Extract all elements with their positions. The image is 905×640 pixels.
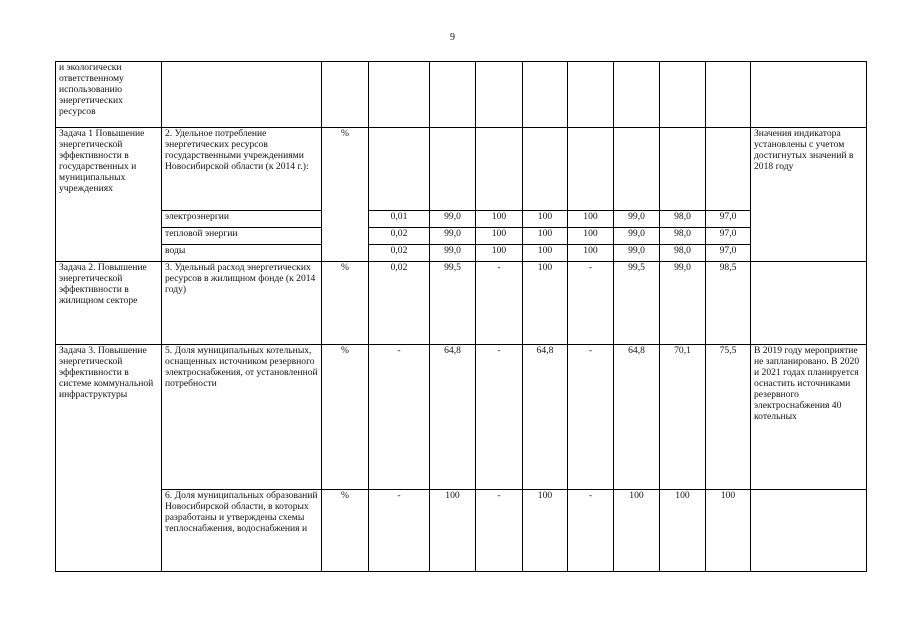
- indicators-table: [55, 61, 867, 572]
- table-row: [56, 128, 867, 211]
- value-cell: -: [476, 490, 523, 572]
- sub-label: электроэнергии: [162, 211, 322, 228]
- indicator-cell: 6. Доля муниципальных образований Новосибирской области, в которых разработаны и утверждены схемы теплоснабжения, водоснабжения и: [162, 490, 322, 572]
- indicator-cell: 3. Удельный расход энергетических ресурсов в жилищном фонде (к 2014 году): [162, 262, 322, 345]
- value-cell: -: [369, 490, 430, 572]
- value-cell: 97,0: [706, 228, 751, 245]
- value-cell: 100: [476, 228, 523, 245]
- value-cell: 100: [660, 490, 706, 572]
- value-cell: -: [568, 490, 614, 572]
- value-cell: 0,02: [369, 262, 430, 345]
- value-cell: 99,0: [614, 245, 660, 262]
- value-cell: 100: [476, 245, 523, 262]
- sub-label: воды: [162, 245, 322, 262]
- value-cell: 99,0: [660, 262, 706, 345]
- value-cell: 99,5: [430, 262, 476, 345]
- value-cell: 100: [523, 211, 568, 228]
- unit-cell: %: [322, 128, 369, 262]
- value-cell: 99,0: [614, 211, 660, 228]
- value-cell: 0,02: [369, 245, 430, 262]
- indicator-cell: [162, 62, 322, 128]
- value-cell: 100: [568, 228, 614, 245]
- note-cell: В 2019 году мероприятие не запланировано. В 2020 и 2021 годах планируется оснастить источниками резервного электроснабжения 40 котельных: [751, 345, 867, 490]
- page-number: 9: [450, 32, 455, 43]
- value-cell: 97,0: [706, 211, 751, 228]
- value-cell: 100: [568, 211, 614, 228]
- value-cell: 70,1: [660, 345, 706, 490]
- table-row: [56, 262, 867, 345]
- table-row: [56, 211, 867, 228]
- table-row: [56, 490, 867, 572]
- value-cell: 97,0: [706, 245, 751, 262]
- value-cell: -: [476, 262, 523, 345]
- table-row: [56, 345, 867, 490]
- value-cell: 100: [706, 490, 751, 572]
- value-cell: 98,0: [660, 245, 706, 262]
- value-cell: -: [476, 345, 523, 490]
- unit-cell: %: [322, 345, 369, 490]
- value-cell: 98,5: [706, 262, 751, 345]
- value-cell: 0,02: [369, 228, 430, 245]
- unit-cell: %: [322, 262, 369, 345]
- value-cell: 0,01: [369, 211, 430, 228]
- value-cell: 99,5: [614, 262, 660, 345]
- value-cell: 64,8: [614, 345, 660, 490]
- note-cell: [751, 262, 867, 345]
- value-cell: 100: [523, 262, 568, 345]
- task-cell: и экологически ответственному использованию энергетических ресурсов: [56, 62, 162, 128]
- value-cell: -: [568, 262, 614, 345]
- indicator-cell: 2. Удельное потребление энергетических ресурсов государственными учреждениями Новосибирской области (к 2014 г.):: [162, 128, 322, 211]
- unit-cell: %: [322, 490, 369, 572]
- value-cell: 99,0: [614, 228, 660, 245]
- note-cell: [751, 490, 867, 572]
- value-cell: 100: [523, 490, 568, 572]
- note-cell: Значения индикатора установлены с учетом достигнутых значений в 2018 году: [751, 128, 867, 262]
- value-cell: 100: [568, 245, 614, 262]
- value-cell: 100: [523, 245, 568, 262]
- task-cell: Задача 2. Повышение энергетической эффективности в жилищном секторе: [56, 262, 162, 345]
- value-cell: 99,0: [430, 245, 476, 262]
- value-cell: 64,8: [523, 345, 568, 490]
- value-cell: -: [568, 345, 614, 490]
- indicator-cell: 5. Доля муниципальных котельных, оснащенных источником резервного электроснабжения, от установленной потребности: [162, 345, 322, 490]
- value-cell: -: [369, 345, 430, 490]
- sub-label: тепловой энергии: [162, 228, 322, 245]
- table-row: [56, 245, 867, 262]
- table-row: [56, 228, 867, 245]
- table-row: [56, 62, 867, 128]
- task-cell: Задача 1 Повышение энергетической эффективности в государственных и муниципальных учреждениях: [56, 128, 162, 262]
- value-cell: 98,0: [660, 228, 706, 245]
- value-cell: 75,5: [706, 345, 751, 490]
- value-cell: 99,0: [430, 211, 476, 228]
- value-cell: 99,0: [430, 228, 476, 245]
- value-cell: 64,8: [430, 345, 476, 490]
- value-cell: 100: [523, 228, 568, 245]
- value-cell: 100: [476, 211, 523, 228]
- value-cell: 98,0: [660, 211, 706, 228]
- value-cell: 100: [430, 490, 476, 572]
- value-cell: 100: [614, 490, 660, 572]
- task-cell: Задача 3. Повышение энергетической эффективности в системе коммунальной инфраструктуры: [56, 345, 162, 572]
